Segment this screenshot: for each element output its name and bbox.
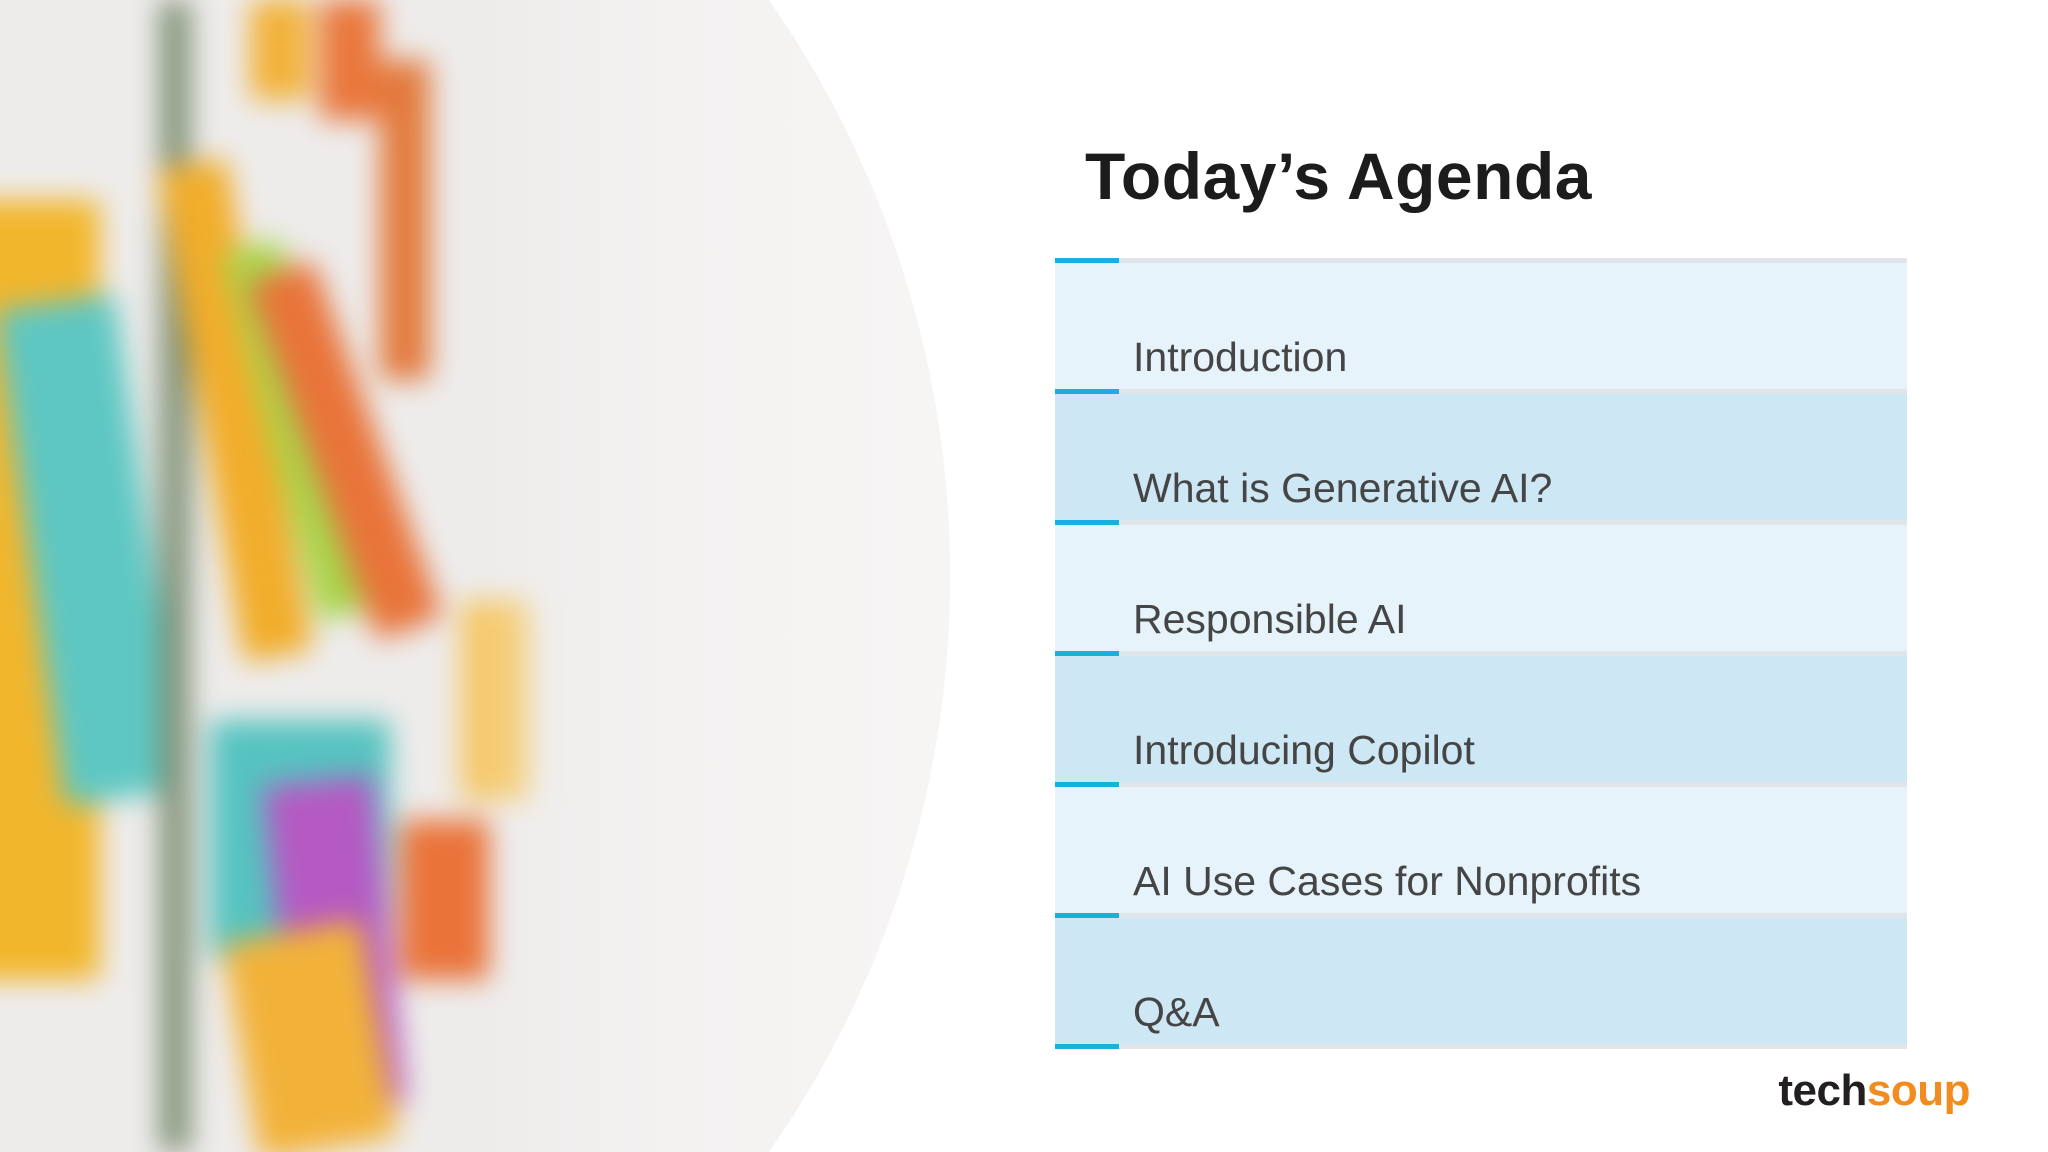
page-title: Today’s Agenda	[1085, 139, 1592, 213]
agenda-item	[1055, 520, 1907, 651]
agenda-item	[1055, 258, 1907, 389]
agenda-item-label: Q&A	[1133, 989, 1220, 1035]
agenda-item	[1055, 782, 1907, 913]
techsoup-logo	[1778, 1066, 1970, 1116]
accent-bar	[1055, 520, 1119, 525]
agenda-item-label: Introduction	[1133, 334, 1348, 380]
accent-bar	[1055, 782, 1119, 787]
accent-bar	[1055, 1044, 1119, 1049]
logo-text-tech: tech	[1778, 1066, 1867, 1115]
agenda-list	[1055, 258, 1907, 1049]
agenda-item	[1055, 651, 1907, 782]
agenda-item	[1055, 389, 1907, 520]
accent-bar	[1055, 913, 1119, 918]
accent-bar	[1055, 651, 1119, 656]
agenda-item-label: Responsible AI	[1133, 596, 1407, 642]
agenda-item	[1055, 913, 1907, 1049]
accent-bar	[1055, 389, 1119, 394]
agenda-item-label: Introducing Copilot	[1133, 727, 1475, 773]
logo-text-soup: soup	[1866, 1066, 1970, 1115]
accent-bar	[1055, 258, 1119, 263]
agenda-item-label: What is Generative AI?	[1133, 465, 1553, 511]
agenda-item-label: AI Use Cases for Nonprofits	[1133, 858, 1642, 904]
sticky-notes-photo	[0, 0, 1000, 1152]
